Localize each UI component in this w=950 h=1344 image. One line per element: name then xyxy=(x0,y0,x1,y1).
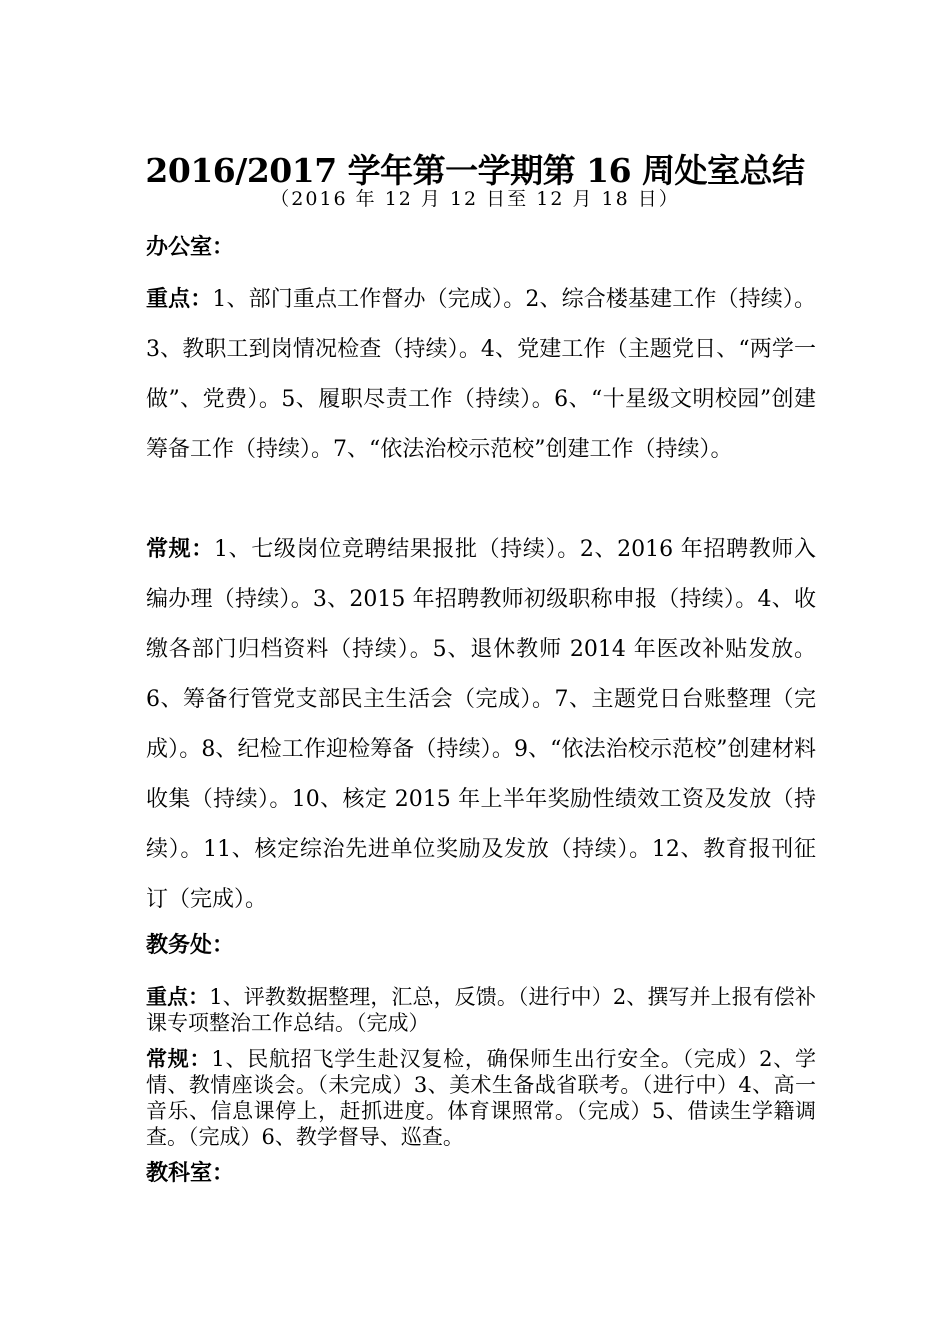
routine-label: 常规： xyxy=(146,1046,212,1071)
key-points-label: 重点： xyxy=(146,286,213,312)
academic-routine xyxy=(146,1046,816,1150)
routine-label: 常规： xyxy=(146,536,214,562)
key-points-text: 1、评教数据整理，汇总，反馈。（进行中）2、撰写并上报有偿补课专项整治工作总结。（完成） xyxy=(146,985,816,1035)
document-title: 2016/2017 学年第一学期第 16 周处室总结 xyxy=(145,151,805,191)
office-key-points xyxy=(146,274,816,475)
academic-key-points xyxy=(146,984,816,1036)
routine-text: 1、七级岗位竞聘结果报批（持续）。2、2016 年招聘教师入编办理（持续）。3、2015 年招聘教师初级职称申报（持续）。4、收缴各部门归档资料（持续）。5、退休教师 2014 年医改补贴发放。6、筹备行管党支部民主生活会（完成）。7、主题党日台账整理（完成）。8、纪检工作迎检筹备（持续）。9、“依法治校示范校”创建材料收集（持续）。10、核定 2015 年上半年奖励性绩效工资及发放（持续）。11、核定综治先进单位奖励及发放（持续）。12、教育报刊征订（完成）。 xyxy=(146,537,816,912)
key-points-label: 重点： xyxy=(146,984,210,1009)
routine-text: 1、民航招飞学生赴汉复检，确保师生出行安全。（完成）2、学情、教情座谈会。（未完成）3、美术生备战省联考。（进行中）4、高一音乐、信息课停上，赶抓进度。体育课照常。（完成）5、借读生学籍调查。（完成）6、教学督导、巡查。 xyxy=(146,1047,816,1149)
section-heading-academic-affairs: 教务处： xyxy=(146,932,235,958)
office-routine xyxy=(146,524,816,925)
section-heading-office: 办公室： xyxy=(146,234,235,260)
section-heading-education-research: 教科室： xyxy=(146,1160,235,1186)
date-range: （2016 年 12 月 12 日至 12 月 18 日） xyxy=(270,188,680,210)
key-points-text: 1、部门重点工作督办（完成）。2、综合楼基建工作（持续）。3、教职工到岗情况检查（持续）。4、党建工作（主题党日、“两学一做”、党费）。5、履职尽责工作（持续）。6、“十星级文明校园”创建筹备工作（持续）。7、“依法治校示范校”创建工作（持续）。 xyxy=(146,287,816,462)
